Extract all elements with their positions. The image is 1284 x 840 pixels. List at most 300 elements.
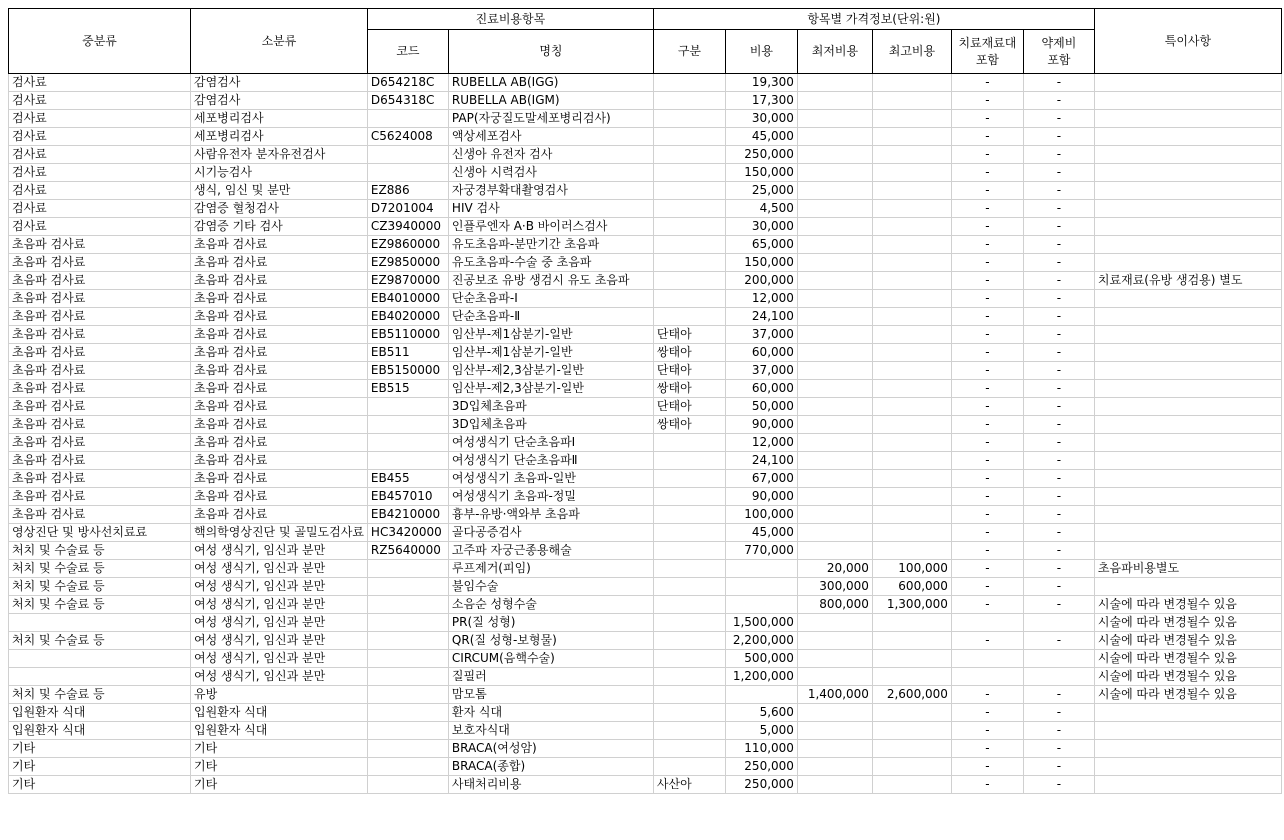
cell-sub-category: 여성 생식기, 임신과 분만 — [191, 542, 368, 560]
cell-max-cost — [872, 776, 951, 794]
cell-note — [1094, 380, 1281, 398]
cell-drug-included: - — [1023, 488, 1094, 506]
cell-material-included: - — [951, 740, 1023, 758]
cell-mid-category: 초음파 검사료 — [9, 326, 191, 344]
cell-name: 임산부-제1삼분기-일반 — [448, 326, 653, 344]
cell-name: 여성생식기 단순초음파Ⅱ — [448, 452, 653, 470]
cell-mid-category: 초음파 검사료 — [9, 380, 191, 398]
cell-type: 쌍태아 — [653, 416, 725, 434]
cell-max-cost — [872, 524, 951, 542]
cell-min-cost: 1,400,000 — [797, 686, 872, 704]
cell-max-cost — [872, 146, 951, 164]
cell-mid-category — [9, 614, 191, 632]
cell-max-cost — [872, 290, 951, 308]
cell-max-cost — [872, 614, 951, 632]
cell-type — [653, 92, 725, 110]
cell-note — [1094, 578, 1281, 596]
cell-note: 시술에 따라 변경될수 있음 — [1094, 632, 1281, 650]
cell-type: 쌍태아 — [653, 380, 725, 398]
cell-cost: 150,000 — [725, 254, 797, 272]
cell-type — [653, 632, 725, 650]
cell-mid-category: 검사료 — [9, 110, 191, 128]
cell-mid-category: 처치 및 수술료 등 — [9, 560, 191, 578]
cell-code — [367, 416, 448, 434]
cell-min-cost — [797, 272, 872, 290]
cell-mid-category: 초음파 검사료 — [9, 488, 191, 506]
cell-drug-included: - — [1023, 290, 1094, 308]
cell-code — [367, 650, 448, 668]
cell-min-cost — [797, 434, 872, 452]
cell-name: 3D입체초음파 — [448, 398, 653, 416]
cell-material-included: - — [951, 200, 1023, 218]
cell-note — [1094, 758, 1281, 776]
cell-drug-included: - — [1023, 704, 1094, 722]
cell-drug-included: - — [1023, 470, 1094, 488]
cell-code — [367, 164, 448, 182]
cell-min-cost — [797, 668, 872, 686]
cell-min-cost — [797, 380, 872, 398]
cell-min-cost — [797, 110, 872, 128]
header-mid-category: 중분류 — [9, 9, 191, 74]
cell-code: EB5110000 — [367, 326, 448, 344]
cell-min-cost — [797, 164, 872, 182]
cell-note — [1094, 776, 1281, 794]
cell-sub-category: 초음파 검사료 — [191, 236, 368, 254]
cell-type — [653, 650, 725, 668]
cell-material-included: - — [951, 434, 1023, 452]
cell-material-included: - — [951, 524, 1023, 542]
cell-name: RUBELLA AB(IGG) — [448, 74, 653, 92]
cell-note — [1094, 182, 1281, 200]
cell-mid-category: 초음파 검사료 — [9, 272, 191, 290]
cell-drug-included: - — [1023, 686, 1094, 704]
cell-sub-category: 감염검사 — [191, 92, 368, 110]
cell-mid-category: 검사료 — [9, 128, 191, 146]
cell-cost: 24,100 — [725, 452, 797, 470]
cell-cost: 60,000 — [725, 380, 797, 398]
cell-sub-category: 초음파 검사료 — [191, 506, 368, 524]
cell-note: 시술에 따라 변경될수 있음 — [1094, 686, 1281, 704]
table-row — [9, 416, 1282, 434]
cell-code: D654218C — [367, 74, 448, 92]
cell-material-included: - — [951, 488, 1023, 506]
cell-sub-category: 초음파 검사료 — [191, 290, 368, 308]
cell-sub-category: 입원환자 식대 — [191, 704, 368, 722]
cell-cost — [725, 686, 797, 704]
cell-code — [367, 686, 448, 704]
cell-name: 소음순 성형수술 — [448, 596, 653, 614]
cell-name: 여성생식기 단순초음파Ⅰ — [448, 434, 653, 452]
cell-material-included: - — [951, 290, 1023, 308]
cell-note — [1094, 92, 1281, 110]
cell-material-included: - — [951, 362, 1023, 380]
cell-code — [367, 740, 448, 758]
cell-name: CIRCUM(음핵수술) — [448, 650, 653, 668]
cell-name: 맘모톰 — [448, 686, 653, 704]
table-row — [9, 740, 1282, 758]
cell-drug-included: - — [1023, 542, 1094, 560]
cell-max-cost — [872, 362, 951, 380]
cell-cost: 2,200,000 — [725, 632, 797, 650]
cell-min-cost — [797, 506, 872, 524]
cell-min-cost — [797, 776, 872, 794]
cell-type — [653, 272, 725, 290]
table-row — [9, 560, 1282, 578]
cell-note — [1094, 128, 1281, 146]
cell-drug-included: - — [1023, 434, 1094, 452]
cell-max-cost: 2,600,000 — [872, 686, 951, 704]
header-sub-category: 소분류 — [191, 9, 368, 74]
table-row — [9, 344, 1282, 362]
cell-max-cost — [872, 182, 951, 200]
cell-max-cost: 1,300,000 — [872, 596, 951, 614]
cell-type — [653, 596, 725, 614]
cell-min-cost — [797, 614, 872, 632]
cell-max-cost — [872, 668, 951, 686]
cell-max-cost — [872, 434, 951, 452]
cell-type: 사산아 — [653, 776, 725, 794]
cell-cost: 24,100 — [725, 308, 797, 326]
cell-code — [367, 704, 448, 722]
cell-material-included: - — [951, 380, 1023, 398]
cell-code — [367, 776, 448, 794]
cell-material-included: - — [951, 416, 1023, 434]
cell-drug-included: - — [1023, 254, 1094, 272]
cell-material-included — [951, 668, 1023, 686]
cell-name: 단순초음파-Ⅱ — [448, 308, 653, 326]
cell-drug-included — [1023, 614, 1094, 632]
cell-min-cost — [797, 722, 872, 740]
table-row — [9, 758, 1282, 776]
cell-mid-category — [9, 650, 191, 668]
cell-cost: 4,500 — [725, 200, 797, 218]
cell-code — [367, 110, 448, 128]
table-row — [9, 650, 1282, 668]
cell-sub-category: 초음파 검사료 — [191, 326, 368, 344]
cell-note: 치료재료(유방 생검용) 별도 — [1094, 272, 1281, 290]
cell-note: 시술에 따라 변경될수 있음 — [1094, 650, 1281, 668]
cell-cost: 25,000 — [725, 182, 797, 200]
cell-code: CZ3940000 — [367, 218, 448, 236]
cell-material-included: - — [951, 272, 1023, 290]
cell-material-included: - — [951, 758, 1023, 776]
cell-min-cost — [797, 470, 872, 488]
cell-max-cost — [872, 632, 951, 650]
cell-code — [367, 452, 448, 470]
cell-material-included: - — [951, 254, 1023, 272]
cell-note — [1094, 542, 1281, 560]
cell-type: 단태아 — [653, 398, 725, 416]
cell-max-cost — [872, 758, 951, 776]
cell-name: QR(질 성형-보형물) — [448, 632, 653, 650]
cell-max-cost — [872, 506, 951, 524]
cell-mid-category: 검사료 — [9, 200, 191, 218]
cell-mid-category: 영상진단 및 방사선치료료 — [9, 524, 191, 542]
table-row — [9, 218, 1282, 236]
cell-code — [367, 758, 448, 776]
cell-code — [367, 668, 448, 686]
cell-cost: 1,500,000 — [725, 614, 797, 632]
cell-type — [653, 614, 725, 632]
cell-note — [1094, 740, 1281, 758]
cell-sub-category: 초음파 검사료 — [191, 344, 368, 362]
cell-cost: 250,000 — [725, 758, 797, 776]
cell-material-included: - — [951, 110, 1023, 128]
cell-max-cost — [872, 74, 951, 92]
cell-min-cost — [797, 290, 872, 308]
cell-cost: 110,000 — [725, 740, 797, 758]
cell-name: 신생아 유전자 검사 — [448, 146, 653, 164]
cell-code — [367, 146, 448, 164]
cell-material-included: - — [951, 596, 1023, 614]
cell-cost: 12,000 — [725, 290, 797, 308]
cell-max-cost — [872, 272, 951, 290]
cell-max-cost — [872, 650, 951, 668]
cell-max-cost: 600,000 — [872, 578, 951, 596]
cell-max-cost — [872, 470, 951, 488]
cell-mid-category: 처치 및 수술료 등 — [9, 542, 191, 560]
cell-sub-category: 감염검사 — [191, 74, 368, 92]
cell-mid-category: 처치 및 수술료 등 — [9, 686, 191, 704]
table-row — [9, 542, 1282, 560]
cell-material-included: - — [951, 452, 1023, 470]
cell-name: 여성생식기 초음파-일반 — [448, 470, 653, 488]
cell-min-cost — [797, 344, 872, 362]
cell-code: EZ9870000 — [367, 272, 448, 290]
cell-sub-category: 여성 생식기, 임신과 분만 — [191, 668, 368, 686]
cell-cost: 60,000 — [725, 344, 797, 362]
table-row — [9, 236, 1282, 254]
table-row — [9, 254, 1282, 272]
table-row — [9, 776, 1282, 794]
cell-min-cost — [797, 182, 872, 200]
table-row — [9, 326, 1282, 344]
cell-min-cost — [797, 146, 872, 164]
cell-mid-category: 초음파 검사료 — [9, 434, 191, 452]
cell-note — [1094, 146, 1281, 164]
table-row — [9, 704, 1282, 722]
cell-name: RUBELLA AB(IGM) — [448, 92, 653, 110]
cell-cost: 5,600 — [725, 704, 797, 722]
cell-max-cost — [872, 128, 951, 146]
cell-sub-category: 기타 — [191, 740, 368, 758]
cell-note — [1094, 236, 1281, 254]
cell-mid-category: 초음파 검사료 — [9, 308, 191, 326]
cell-code: EB4020000 — [367, 308, 448, 326]
cell-drug-included: - — [1023, 182, 1094, 200]
table-row — [9, 452, 1282, 470]
cell-drug-included: - — [1023, 110, 1094, 128]
cell-mid-category: 처치 및 수술료 등 — [9, 578, 191, 596]
cell-type — [653, 236, 725, 254]
cell-drug-included: - — [1023, 776, 1094, 794]
cell-cost: 65,000 — [725, 236, 797, 254]
cell-type — [653, 74, 725, 92]
cell-max-cost — [872, 236, 951, 254]
cell-drug-included: - — [1023, 452, 1094, 470]
table-row — [9, 164, 1282, 182]
table-row — [9, 722, 1282, 740]
table-row — [9, 398, 1282, 416]
cell-code: C5624008 — [367, 128, 448, 146]
cell-code: EB455 — [367, 470, 448, 488]
cell-max-cost — [872, 308, 951, 326]
cell-min-cost — [797, 488, 872, 506]
table-row — [9, 488, 1282, 506]
cell-max-cost — [872, 416, 951, 434]
cell-name: 임산부-제2,3삼분기-일반 — [448, 362, 653, 380]
cell-max-cost — [872, 344, 951, 362]
table-row — [9, 434, 1282, 452]
price-table — [8, 8, 1282, 794]
cell-material-included: - — [951, 776, 1023, 794]
cell-name: 3D입체초음파 — [448, 416, 653, 434]
cell-cost: 67,000 — [725, 470, 797, 488]
cell-sub-category: 여성 생식기, 임신과 분만 — [191, 614, 368, 632]
cell-min-cost — [797, 326, 872, 344]
cell-type — [653, 488, 725, 506]
cell-sub-category: 감염증 기타 검사 — [191, 218, 368, 236]
table-row — [9, 182, 1282, 200]
cell-sub-category: 초음파 검사료 — [191, 434, 368, 452]
header-material-included: 치료재료대 포함 — [951, 30, 1023, 74]
cell-note — [1094, 110, 1281, 128]
cell-sub-category: 초음파 검사료 — [191, 254, 368, 272]
cell-drug-included: - — [1023, 164, 1094, 182]
cell-type — [653, 578, 725, 596]
cell-max-cost — [872, 326, 951, 344]
table-row — [9, 272, 1282, 290]
cell-cost — [725, 578, 797, 596]
cell-name: 질필러 — [448, 668, 653, 686]
cell-sub-category: 세포병리검사 — [191, 110, 368, 128]
table-row — [9, 632, 1282, 650]
cell-mid-category: 검사료 — [9, 164, 191, 182]
cell-note — [1094, 434, 1281, 452]
cell-drug-included: - — [1023, 236, 1094, 254]
cell-max-cost — [872, 380, 951, 398]
cell-sub-category: 핵의학영상진단 및 골밀도검사료 — [191, 524, 368, 542]
cell-max-cost — [872, 704, 951, 722]
cell-drug-included: - — [1023, 506, 1094, 524]
cell-min-cost — [797, 398, 872, 416]
cell-drug-included: - — [1023, 92, 1094, 110]
cell-name: 유도초음파-수술 중 초음파 — [448, 254, 653, 272]
cell-cost — [725, 596, 797, 614]
cell-cost: 12,000 — [725, 434, 797, 452]
cell-note — [1094, 326, 1281, 344]
header-group-treatment: 진료비용항목 — [367, 9, 653, 30]
header-drug-included: 약제비 포함 — [1023, 30, 1094, 74]
cell-drug-included: - — [1023, 146, 1094, 164]
table-row — [9, 578, 1282, 596]
cell-drug-included: - — [1023, 362, 1094, 380]
cell-min-cost — [797, 740, 872, 758]
cell-material-included: - — [951, 506, 1023, 524]
cell-material-included: - — [951, 470, 1023, 488]
cell-material-included — [951, 650, 1023, 668]
cell-code: EB5150000 — [367, 362, 448, 380]
cell-type — [653, 290, 725, 308]
cell-max-cost — [872, 398, 951, 416]
cell-code: EB4210000 — [367, 506, 448, 524]
cell-mid-category: 초음파 검사료 — [9, 398, 191, 416]
cell-note — [1094, 488, 1281, 506]
cell-cost: 770,000 — [725, 542, 797, 560]
cell-min-cost — [797, 236, 872, 254]
cell-mid-category: 초음파 검사료 — [9, 362, 191, 380]
cell-mid-category: 초음파 검사료 — [9, 470, 191, 488]
cell-code: EZ886 — [367, 182, 448, 200]
cell-name: PR(질 성형) — [448, 614, 653, 632]
cell-cost: 5,000 — [725, 722, 797, 740]
cell-name: BRACA(여성암) — [448, 740, 653, 758]
cell-cost: 30,000 — [725, 218, 797, 236]
cell-drug-included — [1023, 650, 1094, 668]
cell-mid-category: 검사료 — [9, 218, 191, 236]
cell-cost: 150,000 — [725, 164, 797, 182]
cell-note — [1094, 416, 1281, 434]
price-table-body — [9, 74, 1282, 794]
cell-drug-included: - — [1023, 398, 1094, 416]
cell-name: 유도초음파-분만기간 초음파 — [448, 236, 653, 254]
cell-sub-category: 여성 생식기, 임신과 분만 — [191, 560, 368, 578]
cell-drug-included: - — [1023, 380, 1094, 398]
cell-sub-category: 입원환자 식대 — [191, 722, 368, 740]
cell-mid-category: 처치 및 수술료 등 — [9, 632, 191, 650]
cell-drug-included: - — [1023, 722, 1094, 740]
cell-name: 임산부-제1삼분기-일반 — [448, 344, 653, 362]
cell-max-cost — [872, 452, 951, 470]
cell-type — [653, 470, 725, 488]
cell-material-included — [951, 614, 1023, 632]
cell-type — [653, 218, 725, 236]
cell-note — [1094, 308, 1281, 326]
cell-name: 흉부-유방·액와부 초음파 — [448, 506, 653, 524]
cell-name: 액상세포검사 — [448, 128, 653, 146]
cell-code: EZ9850000 — [367, 254, 448, 272]
cell-cost: 500,000 — [725, 650, 797, 668]
cell-name: 진공보조 유방 생검시 유도 초음파 — [448, 272, 653, 290]
cell-mid-category: 초음파 검사료 — [9, 254, 191, 272]
cell-max-cost — [872, 200, 951, 218]
table-row — [9, 524, 1282, 542]
cell-drug-included: - — [1023, 758, 1094, 776]
cell-type — [653, 308, 725, 326]
cell-sub-category: 시기능검사 — [191, 164, 368, 182]
cell-min-cost — [797, 74, 872, 92]
cell-note — [1094, 704, 1281, 722]
cell-mid-category: 초음파 검사료 — [9, 236, 191, 254]
cell-cost: 90,000 — [725, 416, 797, 434]
cell-code — [367, 596, 448, 614]
cell-sub-category: 초음파 검사료 — [191, 272, 368, 290]
header-min-cost: 최저비용 — [797, 30, 872, 74]
cell-type — [653, 758, 725, 776]
cell-sub-category: 기타 — [191, 758, 368, 776]
cell-type — [653, 110, 725, 128]
cell-material-included: - — [951, 704, 1023, 722]
cell-name: 단순초음파-Ⅰ — [448, 290, 653, 308]
cell-drug-included: - — [1023, 74, 1094, 92]
cell-max-cost — [872, 164, 951, 182]
cell-max-cost — [872, 218, 951, 236]
cell-code: D7201004 — [367, 200, 448, 218]
cell-name: 신생아 시력검사 — [448, 164, 653, 182]
cell-code — [367, 632, 448, 650]
cell-mid-category: 기타 — [9, 758, 191, 776]
cell-note — [1094, 398, 1281, 416]
